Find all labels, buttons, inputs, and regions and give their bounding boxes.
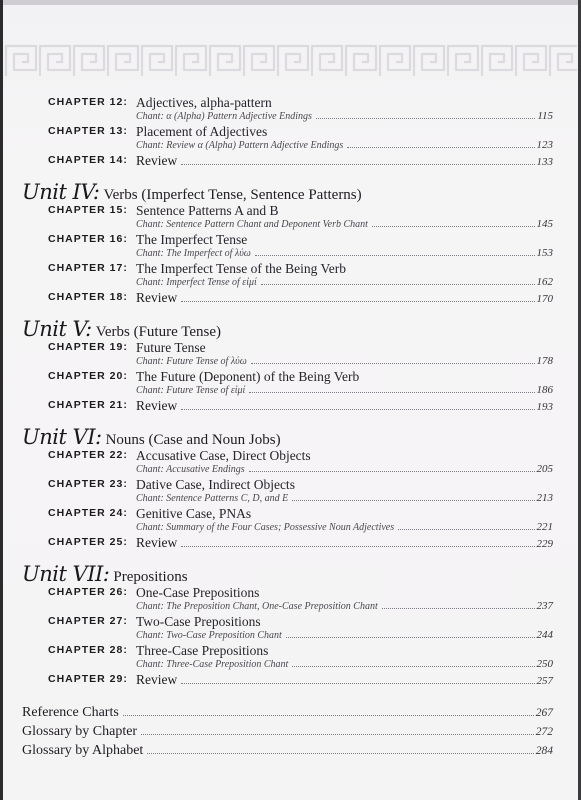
chant-line bbox=[136, 521, 553, 534]
chapter-label: CHAPTER 14: bbox=[48, 154, 128, 166]
dot-leader bbox=[316, 117, 535, 119]
chapter-label: CHAPTER 15: bbox=[48, 204, 128, 216]
chant-text: Chant: The Preposition Chant, One-Case Preposition Chant bbox=[136, 601, 378, 612]
page-number: 244 bbox=[536, 629, 553, 641]
chapter-title-line bbox=[136, 672, 553, 689]
chant-line bbox=[136, 629, 553, 642]
chant-line bbox=[136, 110, 553, 123]
chant-text: Chant: The Imperfect of λύω bbox=[136, 248, 251, 259]
unit-title: Verbs (Imperfect Tense, Sentence Patterns) bbox=[103, 187, 362, 203]
chant-entry bbox=[0, 218, 581, 233]
dot-leader bbox=[181, 682, 534, 684]
chapter-label: CHAPTER 23: bbox=[48, 478, 128, 490]
chapter-title: Review bbox=[136, 153, 178, 168]
unit-heading[interactable] bbox=[22, 180, 362, 204]
chapter-entry[interactable] bbox=[0, 585, 581, 600]
chapter-label: CHAPTER 17: bbox=[48, 262, 128, 274]
chapter-title: Dative Case, Indirect Objects bbox=[136, 477, 295, 492]
dot-leader bbox=[292, 499, 534, 501]
chapter-title: The Imperfect Tense of the Being Verb bbox=[136, 261, 346, 276]
unit-heading[interactable] bbox=[22, 317, 221, 341]
chapter-entry[interactable] bbox=[0, 261, 581, 276]
page-number: 272 bbox=[535, 726, 553, 738]
chant-text: Chant: Summary of the Four Cases; Possessive Noun Adjectives bbox=[136, 522, 395, 533]
chant-text: Chant: Review α (Alpha) Pattern Adjective Endings bbox=[136, 140, 344, 151]
dot-leader bbox=[181, 163, 534, 165]
unit-label: Unit V: bbox=[22, 317, 92, 341]
chapter-label: CHAPTER 12: bbox=[48, 96, 128, 108]
chapter-entry[interactable] bbox=[0, 369, 581, 384]
dot-leader bbox=[141, 733, 534, 735]
page-number: 186 bbox=[536, 384, 553, 396]
chapter-title-line bbox=[136, 290, 553, 307]
chant-text: Chant: α (Alpha) Pattern Adjective Endings bbox=[136, 111, 312, 122]
chant-entry bbox=[0, 276, 581, 291]
unit-heading[interactable] bbox=[22, 562, 188, 586]
chant-text: Chant: Accusative Endings bbox=[136, 464, 245, 475]
chant-entry bbox=[0, 247, 581, 262]
chapter-label: CHAPTER 13: bbox=[48, 125, 128, 137]
chapter-entry[interactable] bbox=[0, 506, 581, 521]
chapter-title: Review bbox=[136, 290, 178, 305]
dot-leader bbox=[249, 470, 535, 472]
page-number: 115 bbox=[537, 110, 553, 122]
chapter-title-line bbox=[136, 398, 553, 415]
chant-line bbox=[136, 600, 553, 613]
chant-line bbox=[136, 355, 553, 368]
unit-title: Nouns (Case and Noun Jobs) bbox=[105, 432, 281, 448]
chapter-title: Sentence Patterns A and B bbox=[136, 203, 279, 218]
chapter-label: CHAPTER 24: bbox=[48, 507, 128, 519]
chapter-title: Placement of Adjectives bbox=[136, 124, 268, 139]
chant-entry bbox=[0, 355, 581, 370]
page-number: 133 bbox=[536, 156, 553, 168]
chapter-entry[interactable] bbox=[0, 535, 581, 550]
dot-leader bbox=[347, 146, 534, 148]
unit-label: Unit VI: bbox=[22, 425, 102, 449]
dot-leader bbox=[382, 607, 535, 609]
chapter-entry[interactable] bbox=[0, 290, 581, 305]
chapter-label: CHAPTER 19: bbox=[48, 341, 128, 353]
chant-line bbox=[136, 658, 553, 671]
chapter-entry[interactable] bbox=[0, 203, 581, 218]
chapter-label: CHAPTER 26: bbox=[48, 586, 128, 598]
chant-entry bbox=[0, 600, 581, 615]
back-matter-entry[interactable] bbox=[22, 724, 553, 740]
back-matter-title: Glossary by Alphabet bbox=[22, 743, 144, 758]
chant-entry bbox=[0, 463, 581, 478]
page-number: 123 bbox=[536, 139, 553, 151]
dot-leader bbox=[181, 300, 534, 302]
dot-leader bbox=[372, 225, 535, 227]
page-number: 267 bbox=[535, 707, 553, 719]
dot-leader bbox=[181, 408, 534, 410]
back-matter-title: Reference Charts bbox=[22, 705, 119, 720]
chant-line bbox=[136, 218, 553, 231]
chant-line bbox=[136, 139, 553, 152]
page-number: 170 bbox=[536, 293, 553, 305]
chapter-title-line bbox=[136, 153, 553, 170]
chapter-title-line bbox=[136, 535, 553, 552]
chapter-label: CHAPTER 27: bbox=[48, 615, 128, 627]
chapter-entry[interactable] bbox=[0, 614, 581, 629]
page-number: 257 bbox=[536, 675, 553, 687]
unit-heading[interactable] bbox=[22, 425, 281, 449]
chapter-title: The Future (Deponent) of the Being Verb bbox=[136, 369, 360, 384]
chant-line bbox=[136, 492, 553, 505]
page-number: 205 bbox=[536, 463, 553, 475]
unit-title: Verbs (Future Tense) bbox=[95, 324, 221, 340]
page-number: 145 bbox=[536, 218, 553, 230]
dot-leader bbox=[249, 391, 534, 393]
chapter-title: Two-Case Prepositions bbox=[136, 614, 261, 629]
unit-label: Unit IV: bbox=[22, 180, 100, 204]
page-number: 284 bbox=[535, 745, 553, 757]
unit-label: Unit VII: bbox=[22, 562, 110, 586]
chapter-label: CHAPTER 21: bbox=[48, 399, 128, 411]
page-number: 221 bbox=[536, 521, 553, 533]
dot-leader bbox=[255, 254, 535, 256]
chapter-title: Review bbox=[136, 535, 178, 550]
dot-leader bbox=[251, 362, 535, 364]
dot-leader bbox=[398, 528, 534, 530]
chant-text: Chant: Imperfect Tense of εἰμί bbox=[136, 277, 257, 288]
chant-entry bbox=[0, 629, 581, 644]
chapter-entry[interactable] bbox=[0, 477, 581, 492]
chant-entry bbox=[0, 110, 581, 125]
back-matter-entry[interactable] bbox=[22, 705, 553, 721]
chant-entry bbox=[0, 384, 581, 399]
chapter-title: Future Tense bbox=[136, 340, 206, 355]
chapter-label: CHAPTER 16: bbox=[48, 233, 128, 245]
chapter-title: One-Case Prepositions bbox=[136, 585, 260, 600]
chapter-label: CHAPTER 20: bbox=[48, 370, 128, 382]
page-number: 193 bbox=[536, 401, 553, 413]
chapter-title: Review bbox=[136, 398, 178, 413]
page-number: 178 bbox=[536, 355, 553, 367]
chant-text: Chant: Future Tense of εἰμί bbox=[136, 385, 246, 396]
chapter-label: CHAPTER 29: bbox=[48, 673, 128, 685]
dot-leader bbox=[123, 714, 534, 716]
chant-text: Chant: Two-Case Preposition Chant bbox=[136, 630, 282, 641]
unit-title: Prepositions bbox=[113, 569, 188, 585]
page-number: 153 bbox=[536, 247, 553, 259]
back-matter-entry[interactable] bbox=[22, 743, 553, 759]
chant-entry bbox=[0, 658, 581, 673]
chapter-title: Accusative Case, Direct Objects bbox=[136, 448, 311, 463]
chant-line bbox=[136, 276, 553, 289]
dot-leader bbox=[286, 636, 535, 638]
chapter-title: Genitive Case, PNAs bbox=[136, 506, 252, 521]
chant-text: Chant: Future Tense of λύω bbox=[136, 356, 247, 367]
chapter-label: CHAPTER 25: bbox=[48, 536, 128, 548]
chant-text: Chant: Three-Case Preposition Chant bbox=[136, 659, 289, 670]
chant-entry bbox=[0, 139, 581, 154]
chapter-title: The Imperfect Tense bbox=[136, 232, 248, 247]
chapter-entry[interactable] bbox=[0, 448, 581, 463]
chapter-entry[interactable] bbox=[0, 643, 581, 658]
chapter-entry[interactable] bbox=[0, 232, 581, 247]
chapter-label: CHAPTER 28: bbox=[48, 644, 128, 656]
dot-leader bbox=[147, 752, 533, 754]
chapter-title: Three-Case Prepositions bbox=[136, 643, 269, 658]
chant-text: Chant: Sentence Pattern Chant and Deponent Verb Chant bbox=[136, 219, 368, 230]
chapter-entry[interactable] bbox=[0, 124, 581, 139]
chant-line bbox=[136, 247, 553, 260]
chapter-entry[interactable] bbox=[0, 153, 581, 168]
page-number: 237 bbox=[536, 600, 553, 612]
page-number: 213 bbox=[536, 492, 553, 504]
dot-leader bbox=[261, 283, 535, 285]
dot-leader bbox=[181, 545, 534, 547]
dot-leader bbox=[292, 665, 534, 667]
chant-line bbox=[136, 463, 553, 476]
chapter-entry[interactable] bbox=[0, 672, 581, 687]
page-number: 162 bbox=[536, 276, 553, 288]
chapter-title: Adjectives, alpha-pattern bbox=[136, 95, 272, 110]
chapter-entry[interactable] bbox=[0, 398, 581, 413]
back-matter-title: Glossary by Chapter bbox=[22, 724, 138, 739]
chant-line bbox=[136, 384, 553, 397]
chapter-entry[interactable] bbox=[0, 95, 581, 110]
chapter-label: CHAPTER 18: bbox=[48, 291, 128, 303]
chapter-label: CHAPTER 22: bbox=[48, 449, 128, 461]
chant-entry bbox=[0, 492, 581, 507]
page-number: 229 bbox=[536, 538, 553, 550]
chapter-entry[interactable] bbox=[0, 340, 581, 355]
page-number: 250 bbox=[536, 658, 553, 670]
chapter-title: Review bbox=[136, 672, 178, 687]
chant-entry bbox=[0, 521, 581, 536]
chant-text: Chant: Sentence Patterns C, D, and E bbox=[136, 493, 289, 504]
